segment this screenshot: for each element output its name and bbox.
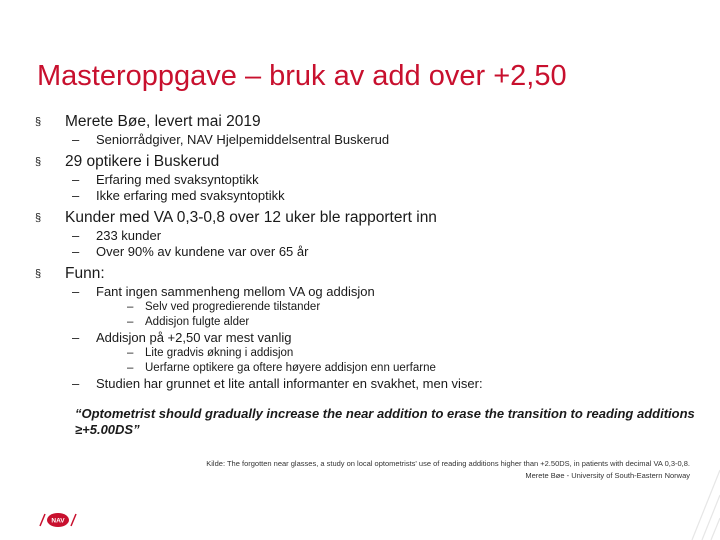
sub-sub-bullet-text: Selv ved progredierende tilstander bbox=[145, 301, 321, 313]
dash-icon: – bbox=[72, 172, 80, 187]
sub-bullet bbox=[37, 330, 697, 346]
dash-icon: – bbox=[72, 284, 80, 299]
dash-icon: – bbox=[72, 132, 80, 147]
bullet-icon: § bbox=[35, 156, 42, 168]
sub-bullet-text: Studien har grunnet et lite antall informanter en svakhet, men viser: bbox=[96, 376, 483, 391]
source-line: Kilde: The forgotten near glasses, a study on local optometrists' use of reading additions higher than +2.50DS, in patients with decimal VA 0,3-0,8. bbox=[206, 459, 690, 468]
sub-bullet bbox=[37, 284, 697, 300]
sub-sub-bullet-text: Lite gradvis økning i addisjon bbox=[145, 347, 294, 359]
slide-title: Masteroppgave – bruk av add over +2,50 bbox=[37, 60, 567, 92]
bullet-item bbox=[37, 112, 697, 132]
sub-bullet bbox=[37, 244, 697, 260]
sub-bullet-text: Addisjon på +2,50 var mest vanlig bbox=[96, 330, 292, 345]
dash-icon: – bbox=[127, 316, 134, 328]
source-citation bbox=[206, 458, 690, 482]
sub-bullet bbox=[37, 188, 697, 204]
dash-icon: – bbox=[127, 362, 134, 374]
bullet-text: Merete Bøe, levert mai 2019 bbox=[65, 113, 261, 130]
sub-bullet-text: Seniorrådgiver, NAV Hjelpemiddelsentral Buskerud bbox=[96, 132, 390, 147]
sub-sub-bullet-text: Uerfarne optikere ga oftere høyere addisjon enn uerfarne bbox=[145, 362, 436, 374]
sub-bullet bbox=[37, 228, 697, 244]
dash-icon: – bbox=[127, 301, 134, 313]
decorative-lines-icon bbox=[680, 440, 720, 540]
sub-bullet bbox=[37, 376, 697, 392]
sub-sub-bullet bbox=[37, 315, 697, 330]
dash-icon: – bbox=[72, 330, 80, 345]
sub-bullet-text: Over 90% av kundene var over 65 år bbox=[96, 244, 309, 259]
quote-text: “Optometrist should gradually increase the near addition to erase the transition to reading additions ≥+5.00DS” bbox=[75, 406, 695, 437]
bullet-icon: § bbox=[35, 116, 42, 128]
dash-icon: – bbox=[72, 244, 80, 259]
bullet-item bbox=[37, 152, 697, 172]
bullet-text: Kunder med VA 0,3-0,8 over 12 uker ble rapportert inn bbox=[65, 209, 437, 226]
sub-bullet-text: Fant ingen sammenheng mellom VA og addisjon bbox=[96, 284, 375, 299]
sub-bullet bbox=[37, 172, 697, 188]
sub-sub-bullet bbox=[37, 346, 697, 361]
bullet-list bbox=[37, 112, 697, 392]
sub-bullet bbox=[37, 132, 697, 148]
bullet-text: Funn: bbox=[65, 265, 105, 282]
bullet-item bbox=[37, 264, 697, 284]
dash-icon: – bbox=[72, 188, 80, 203]
bullet-icon: § bbox=[35, 268, 42, 280]
sub-bullet-text: Erfaring med svaksyntoptikk bbox=[96, 172, 259, 187]
dash-icon: – bbox=[72, 228, 80, 243]
sub-bullet-text: 233 kunder bbox=[96, 228, 162, 243]
nav-logo-icon bbox=[38, 511, 78, 529]
sub-sub-bullet-text: Addisjon fulgte alder bbox=[145, 316, 250, 328]
sub-sub-bullet bbox=[37, 300, 697, 315]
bullet-item bbox=[37, 208, 697, 228]
sub-bullet-text: Ikke erfaring med svaksyntoptikk bbox=[96, 188, 285, 203]
bullet-text: 29 optikere i Buskerud bbox=[65, 153, 220, 170]
logo-text: NAV bbox=[51, 517, 65, 525]
dash-icon: – bbox=[72, 376, 80, 391]
dash-icon: – bbox=[127, 347, 134, 359]
source-author: Merete Bøe - University of South-Eastern Norway bbox=[525, 471, 690, 480]
sub-sub-bullet bbox=[37, 361, 697, 376]
bullet-icon: § bbox=[35, 212, 42, 224]
